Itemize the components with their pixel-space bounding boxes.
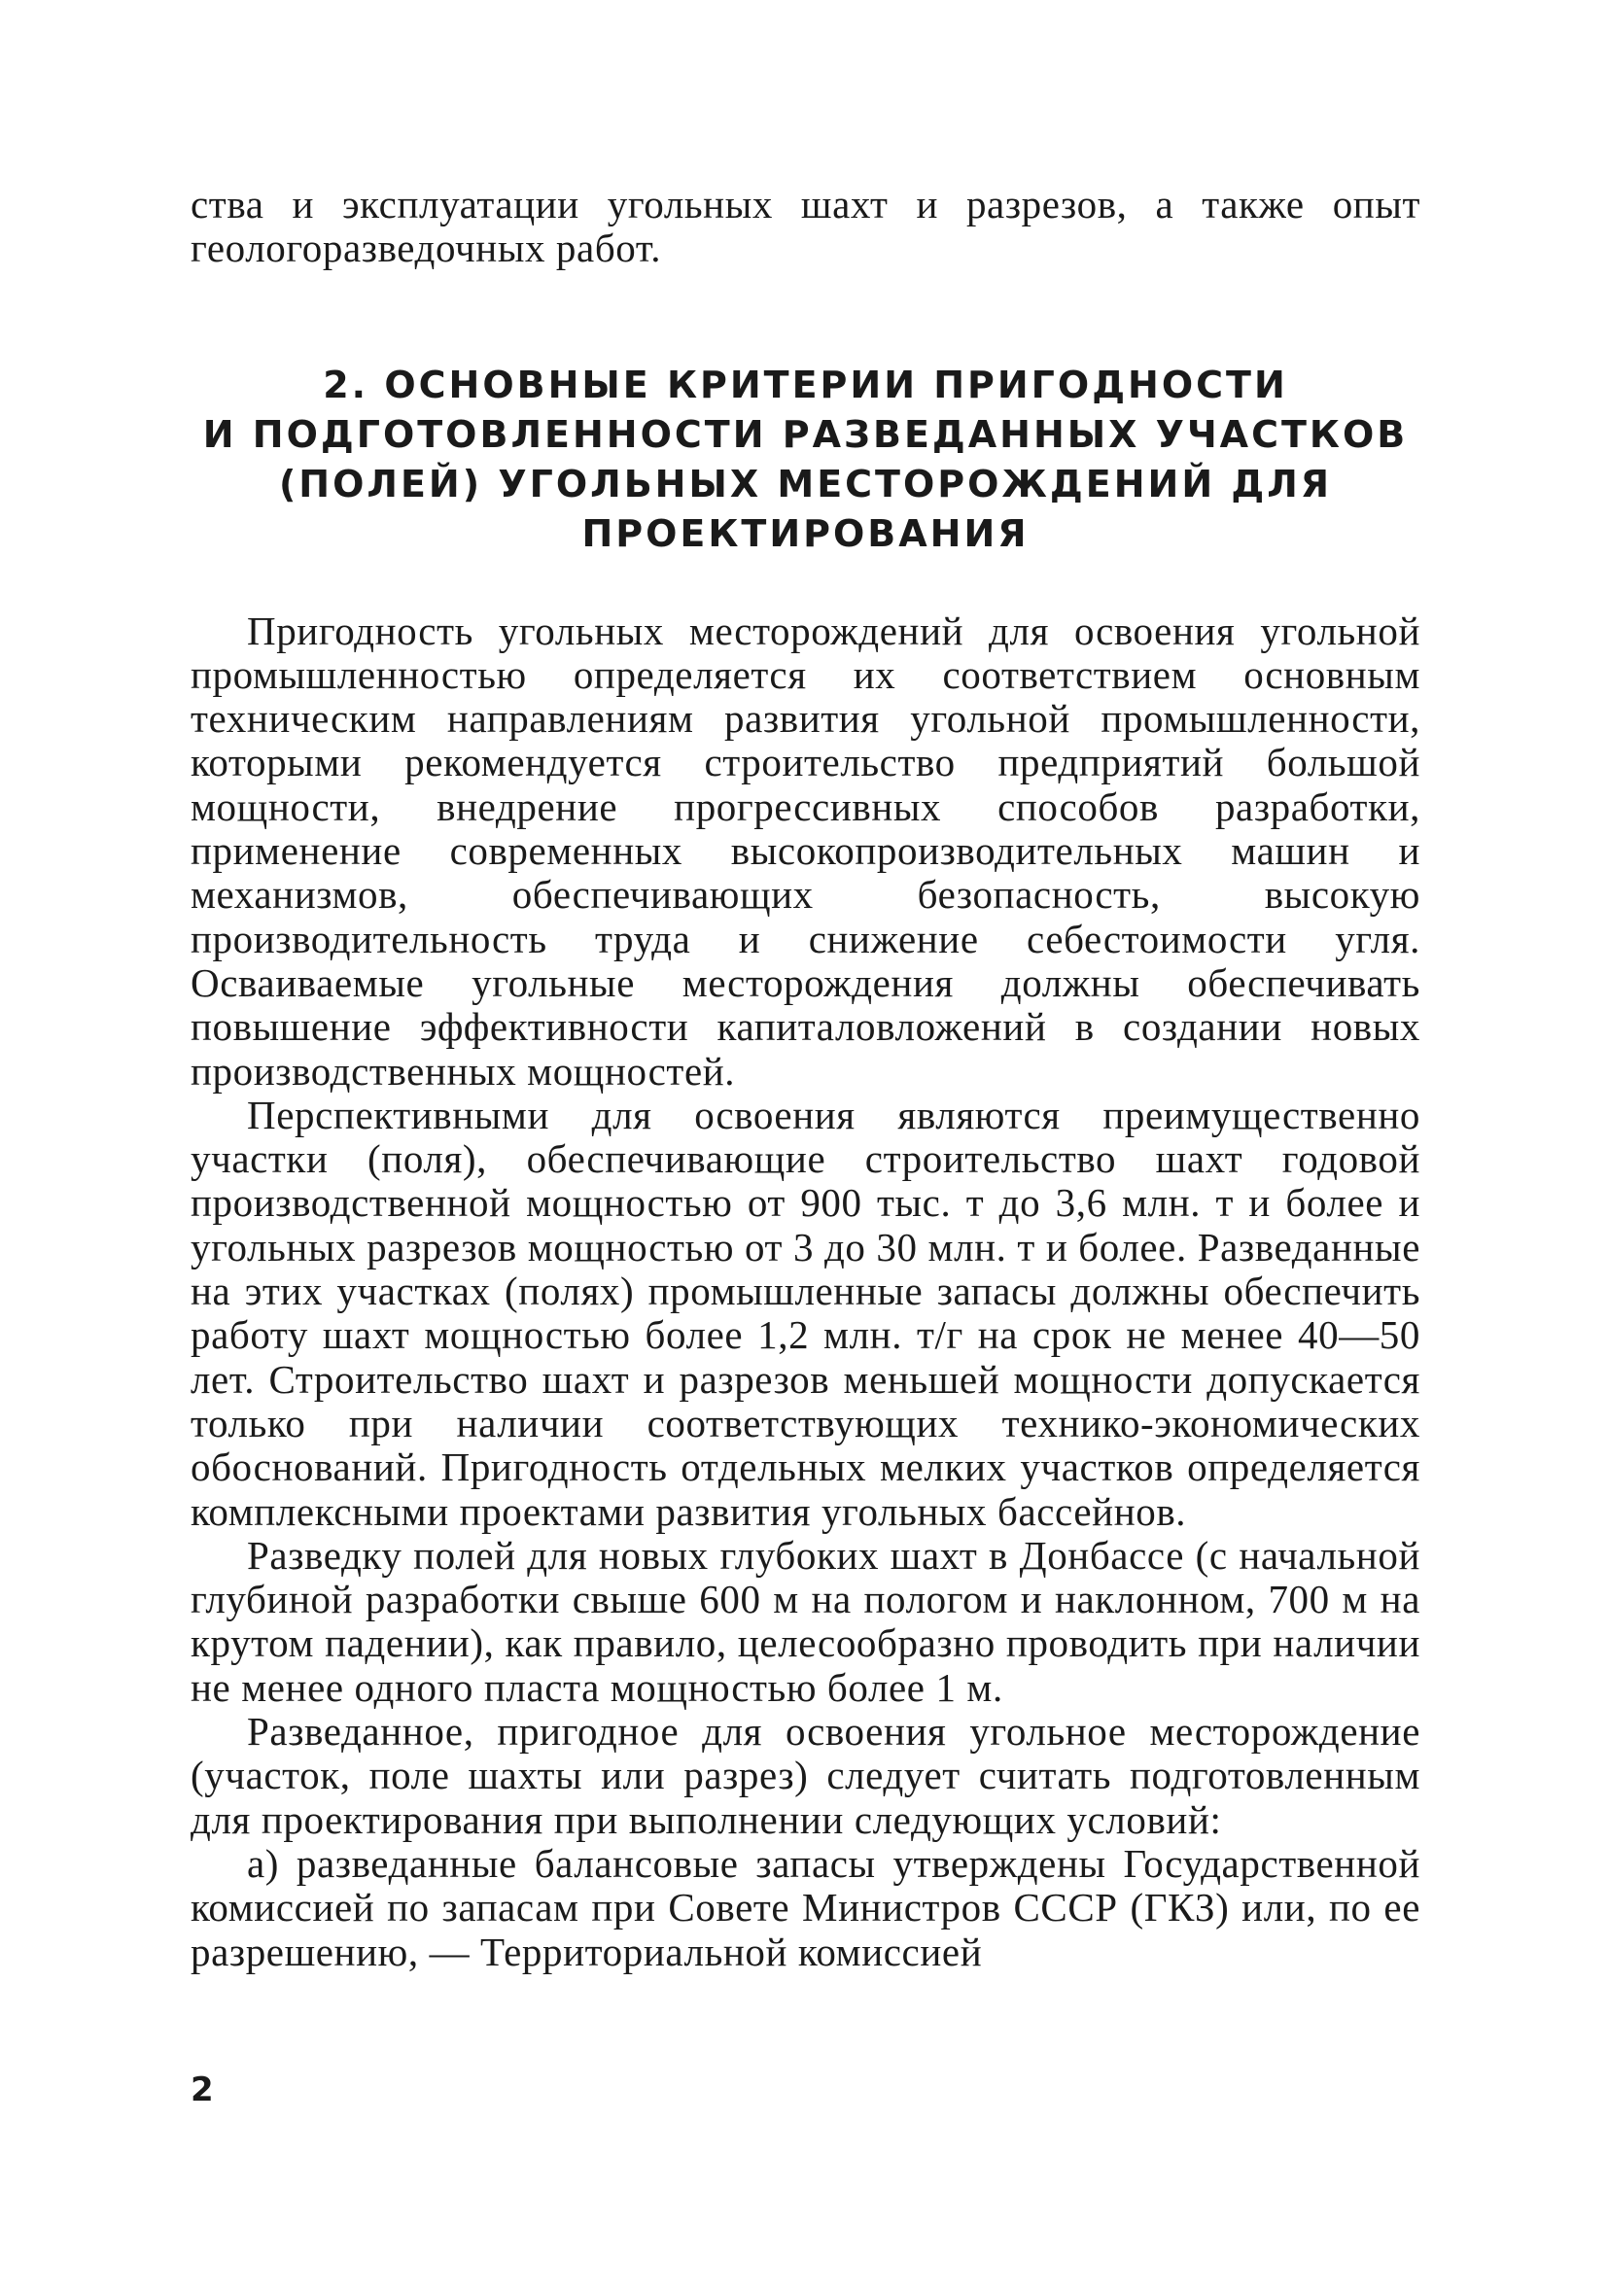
section-heading bbox=[191, 361, 1420, 559]
heading-line: И ПОДГОТОВЛЕННОСТИ РАЗВЕДАННЫХ УЧАСТКОВ bbox=[202, 412, 1409, 456]
continuation-text: ства и эксплуатации угольных шахт и разрезов, а также опыт геологоразведочных работ. bbox=[191, 182, 1420, 271]
heading-line: (ПОЛЕЙ) УГОЛЬНЫХ МЕСТОРОЖДЕНИЙ ДЛЯ bbox=[278, 462, 1333, 505]
page-body bbox=[191, 183, 1420, 1974]
heading-line: 2. ОСНОВНЫЕ КРИТЕРИИ ПРИГОДНОСТИ bbox=[323, 363, 1288, 406]
paragraph-suitability: Пригодность угольных месторождений для освоения угольной промышленностью определяется их соответствием основным техническим направлениям развития угольной промышленности, которыми рекомендуется строительство предприятий большой мощности, внедрение прогрессивных способов разработки, применение современных высокопроизводительных машин и механизмов, обеспечивающих безопасность, высокую производительность труда и снижение себестоимости угля. Осваиваемые угольные месторождения должны обеспечивать повышение эффективности капиталовложений в создании новых производственных мощностей. bbox=[191, 608, 1420, 1094]
paragraph-donbass: Разведку полей для новых глубоких шахт в Донбассе (с начальной глубиной разработки свыше 600 м на пологом и наклонном, 700 м на крутом падении), как правило, целесообразно проводить при наличии не менее одного пласта мощностью более 1 м. bbox=[191, 1532, 1420, 1710]
paragraph-conditions: Разведанное, пригодное для освоения угольное месторождение (участок, поле шахты или разрез) следует считать подготовленным для проектирования при выполнении следующих условий: bbox=[191, 1709, 1420, 1842]
paragraph-prospective: Перспективными для освоения являются преимущественно участки (поля), обеспечивающие строительство шахт годовой производственной мощностью от 900 тыс. т до 3,6 млн. т и более и угольных разрезов мощностью от 3 до 30 млн. т и более. Разведанные на этих участках (полях) промышленные запасы должны обеспечить работу шахт мощностью более 1,2 млн. т/г на срок не менее 40—50 лет. Строительство шахт и разрезов меньшей мощности допускается только при наличии соответствующих технико-экономических обоснований. Пригодность отдельных мелких участков определяется комплексными проектами развития угольных бассейнов. bbox=[191, 1092, 1420, 1534]
heading-line: ПРОЕКТИРОВАНИЯ bbox=[581, 511, 1030, 555]
page-number: 2 bbox=[191, 2070, 214, 2109]
paragraph-condition-a: а) разведанные балансовые запасы утверждены Государственной комиссией по запасам при Совете Министров СССР (ГКЗ) или, по ее разрешению, — Территориальной комиссией bbox=[191, 1840, 1420, 1974]
